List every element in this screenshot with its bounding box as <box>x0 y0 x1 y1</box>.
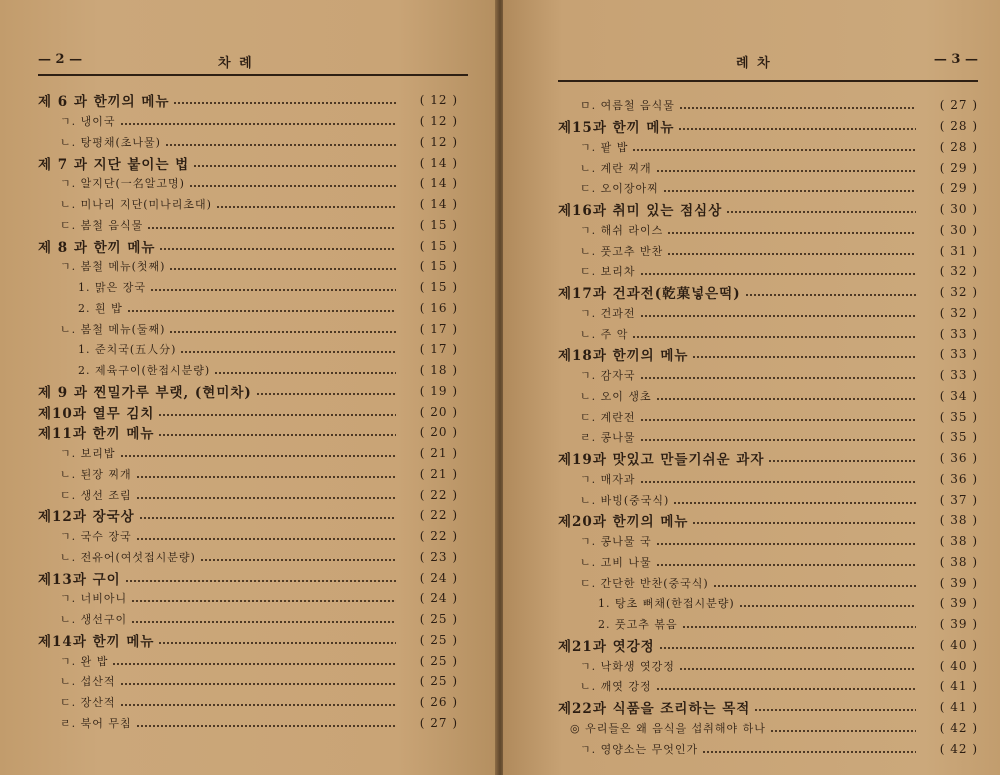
left-page-header <box>38 52 468 72</box>
toc-entry-page: ( 15 ) <box>419 217 458 232</box>
toc-entry <box>38 194 458 215</box>
toc-entry <box>558 116 978 137</box>
toc-entry-page: ( 35 ) <box>939 409 978 424</box>
dot-leader <box>200 559 396 561</box>
toc-entry-page: ( 23 ) <box>419 549 458 564</box>
toc-entry-page: ( 20 ) <box>419 404 458 419</box>
dot-leader <box>770 730 916 732</box>
toc-entry-page: ( 39 ) <box>939 575 978 590</box>
toc-entry-title: 제12과 장국상 <box>38 509 135 526</box>
toc-entry-title: ㄴ. 바빙(중국식) <box>580 493 670 507</box>
toc-entry-title: 1. 탕초 뻐채(한접시분량) <box>598 597 735 611</box>
toc-entry-title: 제14과 한끼 메뉴 <box>38 633 155 650</box>
toc-entry-page: ( 42 ) <box>939 741 978 756</box>
toc-entry-page: ( 28 ) <box>939 119 978 134</box>
dot-leader <box>169 268 396 270</box>
toc-entry-title: ㄴ. 깨엿 강정 <box>580 680 652 694</box>
dot-leader <box>120 683 397 685</box>
toc-entry-title: ㄴ. 된장 찌개 <box>60 467 132 481</box>
toc-entry <box>558 635 978 656</box>
toc-entry-title: 제18과 한끼의 메뉴 <box>558 348 689 365</box>
toc-entry-page: ( 33 ) <box>939 347 978 362</box>
toc-entry-page: ( 33 ) <box>939 368 978 383</box>
toc-entry <box>558 95 978 116</box>
toc-entry-title: ㄷ. 계란전 <box>580 410 636 424</box>
toc-entry-title: 제15과 한끼 메뉴 <box>558 120 675 137</box>
toc-entry-page: ( 22 ) <box>419 487 458 502</box>
dot-leader <box>136 538 396 540</box>
toc-entry <box>558 552 978 573</box>
right-page-title: 례 차 <box>736 56 772 71</box>
toc-entry <box>558 282 978 303</box>
dot-leader <box>180 351 396 353</box>
toc-entry-page: ( 17 ) <box>419 321 458 336</box>
toc-entry <box>558 738 978 759</box>
dot-leader <box>120 704 397 706</box>
left-page <box>0 0 497 775</box>
toc-entry-title: ㄴ. 계란 찌개 <box>580 161 652 175</box>
toc-entry <box>38 277 458 298</box>
toc-entry <box>558 178 978 199</box>
toc-entry <box>38 713 458 734</box>
toc-entry-title: ㄱ. 영양소는 무엇인가 <box>580 742 699 756</box>
dot-leader <box>713 585 916 587</box>
toc-entry-title: ㄱ. 감자국 <box>580 369 636 383</box>
toc-entry-page: ( 25 ) <box>419 632 458 647</box>
dot-leader <box>754 709 916 711</box>
dot-leader <box>656 398 916 400</box>
toc-entry-page: ( 28 ) <box>939 139 978 154</box>
dot-leader <box>159 248 396 250</box>
toc-entry-page: ( 29 ) <box>939 181 978 196</box>
toc-entry <box>38 526 458 547</box>
toc-entry-page: ( 38 ) <box>939 554 978 569</box>
toc-entry-title: ㄱ. 너비아니 <box>60 592 128 606</box>
dot-leader <box>679 107 916 109</box>
toc-entry-page: ( 22 ) <box>419 508 458 523</box>
dot-leader <box>193 165 396 167</box>
toc-entry <box>38 111 458 132</box>
dot-leader <box>189 185 396 187</box>
toc-entry-title: 제 9 과 찐밀가루 부랫, (현미차) <box>38 384 252 401</box>
toc-entry-page: ( 16 ) <box>419 300 458 315</box>
right-page-header <box>558 52 978 72</box>
right-toc <box>558 95 978 759</box>
toc-entry <box>38 235 458 256</box>
toc-entry-title: 제11과 한끼 메뉴 <box>38 426 155 443</box>
toc-entry <box>38 650 458 671</box>
dot-leader <box>692 522 916 524</box>
toc-entry-page: ( 24 ) <box>419 591 458 606</box>
dot-leader <box>659 647 916 649</box>
toc-entry <box>558 531 978 552</box>
toc-entry-page: ( 37 ) <box>939 492 978 507</box>
toc-entry-title: ㄱ. 팥 밥 <box>580 140 629 154</box>
toc-entry-title: 제19과 맛있고 만들기쉬운 과자 <box>558 452 765 469</box>
dot-leader <box>692 356 916 358</box>
toc-entry <box>558 655 978 676</box>
toc-entry-title: ㄱ. 완 밥 <box>60 654 109 668</box>
toc-entry-title: 제22과 식품을 조리하는 목적 <box>558 701 751 718</box>
dot-leader <box>663 190 916 192</box>
toc-entry-page: ( 34 ) <box>939 388 978 403</box>
dot-leader <box>632 336 916 338</box>
toc-entry-title: ㄱ. 냉이국 <box>60 115 116 129</box>
toc-entry-title: 제20과 한끼의 메뉴 <box>558 514 689 531</box>
toc-entry-page: ( 41 ) <box>939 700 978 715</box>
toc-entry-page: ( 30 ) <box>939 202 978 217</box>
toc-entry <box>558 448 978 469</box>
dot-leader <box>656 688 916 690</box>
left-page-number: — 2 — <box>38 52 83 67</box>
dot-leader <box>147 227 396 229</box>
toc-entry <box>38 401 458 422</box>
dot-leader <box>656 564 916 566</box>
toc-entry-title: ㄱ. 낙화생 엿강정 <box>580 659 675 673</box>
toc-entry-page: ( 40 ) <box>939 658 978 673</box>
toc-entry <box>38 630 458 651</box>
left-header-rule <box>38 74 468 76</box>
toc-entry-page: ( 36 ) <box>939 471 978 486</box>
toc-entry <box>38 547 458 568</box>
toc-entry-page: ( 19 ) <box>419 383 458 398</box>
dot-leader <box>120 123 397 125</box>
dot-leader <box>112 663 396 665</box>
toc-entry-title: ㄹ. 북어 무침 <box>60 716 132 730</box>
toc-entry <box>558 344 978 365</box>
toc-entry-page: ( 25 ) <box>419 612 458 627</box>
toc-entry-page: ( 17 ) <box>419 342 458 357</box>
toc-entry-title: ㅁ. 여름철 음식물 <box>580 99 675 113</box>
dot-leader <box>139 517 396 519</box>
toc-entry-title: ㄷ. 오이장아찌 <box>580 182 659 196</box>
dot-leader <box>640 439 917 441</box>
toc-entry-title: ㄴ. 탕평채(초나물) <box>60 135 161 149</box>
toc-entry-title: ㄷ. 보리차 <box>580 265 636 279</box>
toc-entry-page: ( 21 ) <box>419 466 458 481</box>
right-page-number: — 3 — <box>933 52 978 67</box>
dot-leader <box>745 294 916 296</box>
dot-leader <box>673 502 916 504</box>
toc-entry-title: ㄹ. 콩나물 <box>580 431 636 445</box>
toc-entry-title: 제 7 과 지단 붙이는 법 <box>38 156 190 173</box>
toc-entry-page: ( 41 ) <box>939 679 978 694</box>
dot-leader <box>169 331 396 333</box>
toc-entry-title: 제13과 구이 <box>38 571 121 588</box>
toc-entry-page: ( 15 ) <box>419 238 458 253</box>
toc-entry <box>38 152 458 173</box>
toc-entry-page: ( 12 ) <box>419 93 458 108</box>
toc-entry-page: ( 39 ) <box>939 596 978 611</box>
dot-leader <box>656 170 916 172</box>
toc-entry-title: ㄱ. 국수 장국 <box>60 530 132 544</box>
dot-leader <box>640 377 917 379</box>
dot-leader <box>127 310 396 312</box>
toc-entry-title: ㄱ. 알지단(一名알고명) <box>60 177 185 191</box>
toc-entry-title: 2. 풋고추 볶음 <box>598 618 678 632</box>
toc-entry-title: 1. 맑은 장국 <box>78 281 146 295</box>
toc-entry <box>38 464 458 485</box>
toc-entry-page: ( 20 ) <box>419 425 458 440</box>
toc-entry <box>38 588 458 609</box>
toc-entry <box>38 298 458 319</box>
toc-entry <box>38 484 458 505</box>
toc-entry-title: 제17과 건과전(乾菓넣은떡) <box>558 286 741 303</box>
toc-entry-page: ( 31 ) <box>939 243 978 258</box>
dot-leader <box>679 668 916 670</box>
toc-entry-page: ( 30 ) <box>939 222 978 237</box>
toc-entry-title: ㄴ. 봄철 메뉴(둘째) <box>60 322 166 336</box>
toc-entry-page: ( 36 ) <box>939 451 978 466</box>
toc-entry-title: ㄴ. 풋고추 반찬 <box>580 244 664 258</box>
toc-entry <box>558 406 978 427</box>
toc-entry <box>38 132 458 153</box>
dot-leader <box>667 232 916 234</box>
dot-leader <box>158 434 396 436</box>
toc-entry-page: ( 27 ) <box>939 98 978 113</box>
toc-entry-title: 2. 제육구이(한접시분량) <box>78 364 211 378</box>
toc-entry-title: ㄷ. 장산적 <box>60 696 116 710</box>
toc-entry <box>38 256 458 277</box>
toc-entry-page: ( 14 ) <box>419 197 458 212</box>
right-header-rule <box>558 80 978 82</box>
toc-entry-page: ( 25 ) <box>419 653 458 668</box>
toc-entry-page: ( 21 ) <box>419 446 458 461</box>
toc-entry-page: ( 38 ) <box>939 534 978 549</box>
dot-leader <box>702 751 916 753</box>
dot-leader <box>136 497 396 499</box>
toc-entry-title: ㄴ. 섭산적 <box>60 675 116 689</box>
toc-entry <box>558 572 978 593</box>
dot-leader <box>136 725 396 727</box>
toc-entry <box>558 489 978 510</box>
toc-entry-page: ( 32 ) <box>939 285 978 300</box>
toc-entry <box>38 318 458 339</box>
dot-leader <box>640 481 917 483</box>
left-toc <box>38 90 458 733</box>
toc-entry <box>38 173 458 194</box>
dot-leader <box>640 419 917 421</box>
dot-leader <box>682 626 916 628</box>
toc-entry-page: ( 33 ) <box>939 326 978 341</box>
toc-entry-page: ( 25 ) <box>419 674 458 689</box>
toc-entry-page: ( 12 ) <box>419 114 458 129</box>
toc-entry-title: 제 8 과 한끼 메뉴 <box>38 239 156 256</box>
toc-entry-title: 제16과 취미 있는 점심상 <box>558 203 723 220</box>
toc-entry <box>558 365 978 386</box>
toc-entry-page: ( 14 ) <box>419 155 458 170</box>
dot-leader <box>136 476 396 478</box>
dot-leader <box>632 149 916 151</box>
toc-entry-page: ( 32 ) <box>939 305 978 320</box>
toc-entry-page: ( 39 ) <box>939 617 978 632</box>
toc-entry-page: ( 22 ) <box>419 529 458 544</box>
toc-entry-page: ( 42 ) <box>939 720 978 735</box>
dot-leader <box>131 600 396 602</box>
toc-entry-title: ㄷ. 간단한 반찬(중국식) <box>580 576 709 590</box>
dot-leader <box>214 372 396 374</box>
toc-entry-page: ( 15 ) <box>419 259 458 274</box>
dot-leader <box>158 642 396 644</box>
toc-entry <box>558 510 978 531</box>
toc-entry <box>38 567 458 588</box>
toc-entry <box>558 593 978 614</box>
toc-entry <box>558 240 978 261</box>
toc-entry <box>558 199 978 220</box>
dot-leader <box>667 253 916 255</box>
dot-leader <box>131 621 396 623</box>
toc-entry <box>558 137 978 158</box>
toc-entry <box>38 505 458 526</box>
toc-entry-page: ( 18 ) <box>419 363 458 378</box>
toc-entry <box>38 443 458 464</box>
toc-entry <box>558 157 978 178</box>
toc-entry-page: ( 32 ) <box>939 264 978 279</box>
toc-entry <box>558 427 978 448</box>
toc-entry <box>558 676 978 697</box>
toc-entry <box>558 261 978 282</box>
toc-entry-title: ㄱ. 건과전 <box>580 306 636 320</box>
dot-leader <box>256 393 396 395</box>
toc-entry-title: ㄴ. 오이 생초 <box>580 389 652 403</box>
toc-entry <box>558 614 978 635</box>
toc-entry <box>558 386 978 407</box>
toc-entry-page: ( 15 ) <box>419 280 458 295</box>
dot-leader <box>125 580 396 582</box>
toc-entry-page: ( 26 ) <box>419 695 458 710</box>
toc-entry-title: 2. 흰 밥 <box>78 301 123 315</box>
toc-entry <box>38 339 458 360</box>
toc-entry <box>558 697 978 718</box>
dot-leader <box>120 455 397 457</box>
toc-entry-title: ㄷ. 봄철 음식물 <box>60 218 144 232</box>
toc-entry-title: ㄴ. 고비 나물 <box>580 555 652 569</box>
dot-leader <box>165 144 396 146</box>
toc-entry-page: ( 14 ) <box>419 176 458 191</box>
left-page-title: 차 례 <box>218 56 254 71</box>
toc-entry-title: ㄴ. 주 악 <box>580 327 629 341</box>
toc-entry-title: ㄱ. 해쉬 라이스 <box>580 223 664 237</box>
dot-leader <box>726 211 916 213</box>
toc-entry-title: ◎ 우리들은 왜 음식을 섭취해야 하나 <box>570 721 766 735</box>
toc-entry-title: ㄴ. 미나리 지단(미나리초대) <box>60 198 212 212</box>
toc-entry-title: ㄱ. 매자과 <box>580 472 636 486</box>
dot-leader <box>173 102 396 104</box>
dot-leader <box>640 273 917 275</box>
toc-entry-title: ㄷ. 생선 조림 <box>60 488 132 502</box>
toc-entry-title: ㄱ. 봄철 메뉴(첫째) <box>60 260 166 274</box>
toc-entry-title: 제 6 과 한끼의 메뉴 <box>38 94 170 111</box>
toc-entry <box>558 469 978 490</box>
toc-entry <box>38 422 458 443</box>
dot-leader <box>640 315 917 317</box>
toc-entry-title: 제10과 열무 김치 <box>38 405 155 422</box>
toc-entry <box>38 671 458 692</box>
toc-entry-title: ㄱ. 콩나물 국 <box>580 535 652 549</box>
dot-leader <box>158 414 396 416</box>
toc-entry <box>38 215 458 236</box>
toc-entry <box>558 718 978 739</box>
toc-entry-title: ㄴ. 전유어(여섯접시분량) <box>60 550 196 564</box>
toc-entry-page: ( 27 ) <box>419 715 458 730</box>
toc-entry-page: ( 40 ) <box>939 637 978 652</box>
toc-entry <box>38 90 458 111</box>
toc-entry-page: ( 29 ) <box>939 160 978 175</box>
toc-entry-title: 제21과 엿강정 <box>558 638 655 655</box>
toc-entry-title: ㄱ. 보리밥 <box>60 447 116 461</box>
dot-leader <box>216 206 396 208</box>
toc-entry <box>38 381 458 402</box>
toc-entry-page: ( 35 ) <box>939 430 978 445</box>
toc-entry-page: ( 38 ) <box>939 513 978 528</box>
toc-entry-page: ( 12 ) <box>419 134 458 149</box>
dot-leader <box>678 128 916 130</box>
toc-entry <box>558 323 978 344</box>
dot-leader <box>739 605 916 607</box>
toc-entry-title: ㄴ. 생선구이 <box>60 613 128 627</box>
toc-entry <box>38 692 458 713</box>
toc-entry <box>38 360 458 381</box>
toc-entry <box>558 303 978 324</box>
toc-entry-title: 1. 준치국(五人分) <box>78 343 177 357</box>
toc-entry-page: ( 24 ) <box>419 570 458 585</box>
toc-entry <box>38 609 458 630</box>
dot-leader <box>150 289 396 291</box>
dot-leader <box>656 543 916 545</box>
right-page <box>503 0 1000 775</box>
toc-entry <box>558 220 978 241</box>
dot-leader <box>768 460 916 462</box>
